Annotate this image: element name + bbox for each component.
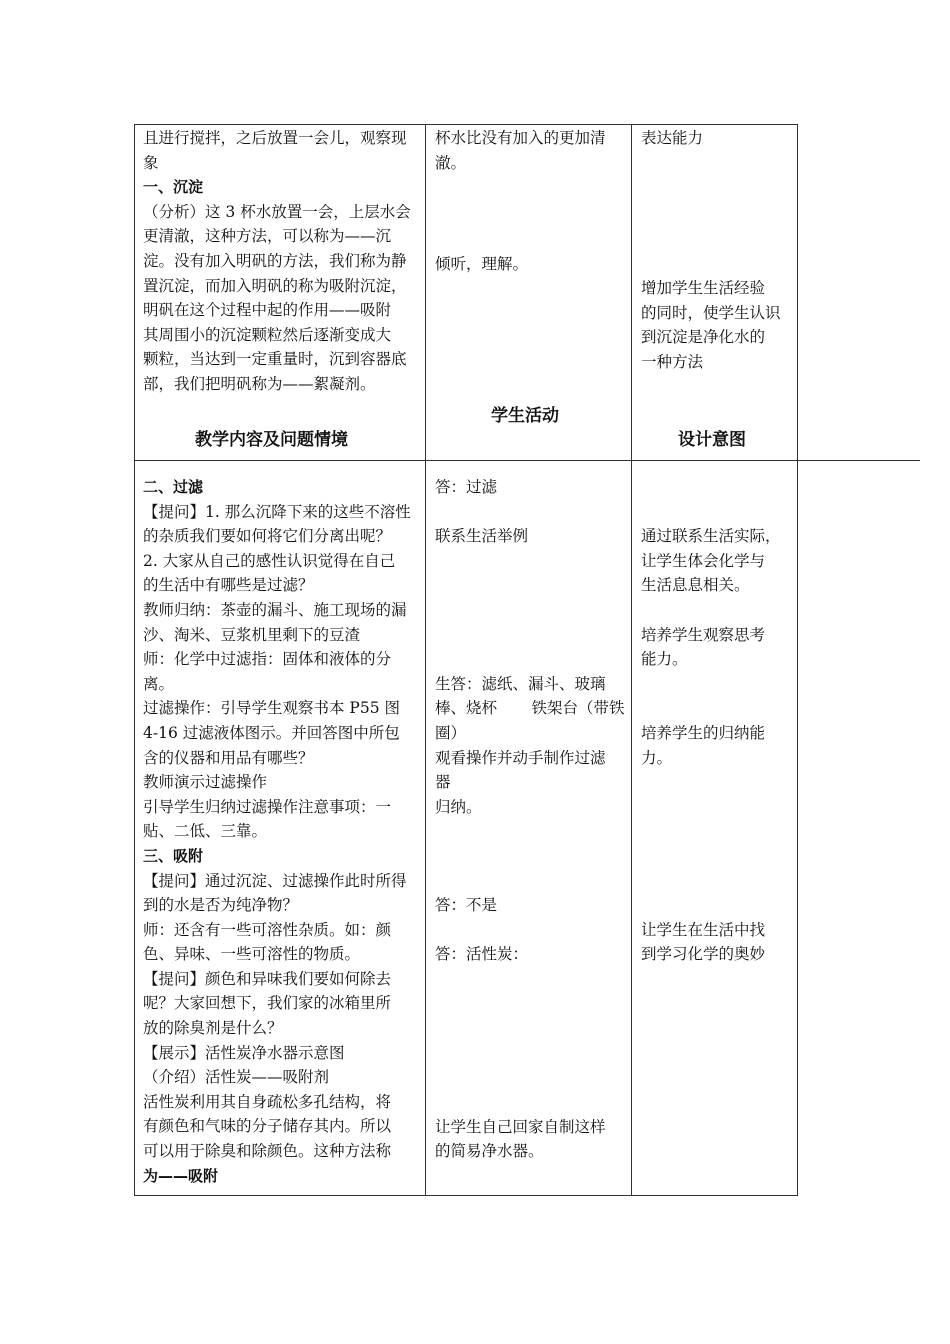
content-line: （介绍）活性炭——吸附剂	[143, 1068, 330, 1087]
activity-line: 答：过滤	[435, 478, 498, 496]
content-line: 师：还含有一些可溶性杂质。如：颜	[143, 920, 392, 939]
intent-line: 生活息息相关。	[641, 576, 750, 595]
content-line: 一、沉淀	[143, 178, 204, 197]
activity-line: 棒、烧杯 铁架台（带铁	[435, 699, 625, 718]
content-line: 三、吸附	[143, 846, 204, 865]
content-line: 其周围小的沉淀颗粒然后逐渐变成大	[143, 325, 392, 344]
activity-line: 答：活性炭：	[435, 945, 529, 964]
activity-line: 圈）	[435, 724, 467, 742]
content-line: 有颜色和气味的分子储存其内。所以	[143, 1117, 392, 1136]
content-line: 活性炭利用其自身疏松多孔结构，将	[143, 1092, 392, 1111]
header-student-activity: 学生活动	[491, 406, 559, 426]
table-left-border	[134, 124, 135, 1196]
content-line: 呢？大家回想下，我们家的冰箱里所	[143, 994, 392, 1013]
activity-line: 澈。	[435, 153, 467, 172]
intent-line: 能力。	[641, 650, 688, 669]
content-line: 为——吸附	[143, 1166, 219, 1185]
activity-line: 倾听，理解。	[435, 255, 529, 273]
content-line: 教师演示过滤操作	[143, 773, 268, 792]
top-content-cell	[143, 126, 423, 397]
content-line: 象	[143, 153, 159, 172]
content-line: 色、异味、一些可溶性的物质。	[143, 945, 361, 964]
content-line: 更清澈，这种方法，可以称为——沉	[143, 227, 392, 246]
content-line: 且进行搅拌，之后放置一会儿，观察现	[143, 129, 407, 147]
top-intent-cell	[641, 126, 793, 151]
content-line: 部，我们把明矾称为——絮凝剂。	[143, 374, 376, 393]
top-intent-cell-2	[641, 276, 793, 374]
content-line: 到的水是否为纯净物？	[143, 896, 299, 915]
activity-line: 的简易净水器。	[435, 1142, 544, 1161]
content-line: 沙、淘米、豆浆机里剩下的豆渣	[143, 625, 361, 644]
content-line: 4-16 过滤液体图示。并回答图中所包	[143, 723, 400, 742]
content-line: 淀。没有加入明矾的方法，我们称为静	[143, 251, 407, 270]
header-design-intent: 设计意图	[678, 430, 746, 450]
intent-line: 到沉淀是净化水的	[641, 328, 766, 347]
intent-line: 让学生体会化学与	[641, 551, 766, 570]
table-top-border	[134, 124, 798, 125]
activity-line: 器	[435, 773, 451, 792]
table-bottom-border	[134, 1195, 798, 1196]
content-line: 【展示】活性炭净水器示意图	[143, 1043, 345, 1062]
activity-line: 联系生活举例	[435, 527, 529, 546]
content-line: 【提问】通过沉淀、过滤操作此时所得	[143, 871, 407, 890]
intent-line: 的同时，使学生认识	[641, 303, 781, 322]
intent-line: 通过联系生活实际，	[641, 527, 781, 546]
activity-line: 观看操作并动手制作过滤	[435, 748, 606, 767]
bottom-activity-cell	[435, 475, 627, 1195]
activity-line: 杯水比没有加入的更加清	[435, 129, 606, 147]
content-line: 的杂质我们要如何将它们分离出呢？	[143, 527, 392, 546]
intent-line: 培养学生的归纳能	[641, 724, 766, 742]
top-activity-cell-2	[435, 252, 627, 277]
table-col-divider-2	[631, 124, 632, 1196]
intent-line: 一种方法	[641, 352, 704, 371]
intent-line: 培养学生观察思考	[641, 625, 766, 644]
activity-line: 归纳。	[435, 797, 482, 816]
intent-line: 表达能力	[641, 129, 704, 147]
activity-line: 让学生自己回家自制这样	[435, 1117, 606, 1136]
content-line: 【提问】颜色和异味我们要如何除去	[143, 969, 392, 988]
content-line: 师：化学中过滤指：固体和液体的分	[143, 650, 392, 669]
content-line: 明矾在这个过程中起的作用——吸附	[143, 301, 392, 320]
header-teaching-content: 教学内容及问题情境	[195, 430, 348, 450]
table-right-border	[797, 124, 798, 1196]
content-line: 教师归纳：茶壶的漏斗、施工现场的漏	[143, 600, 407, 619]
content-line: 引导学生归纳过滤操作注意事项：一	[143, 797, 392, 816]
content-line: 2. 大家从自己的感性认识觉得在自己	[143, 551, 396, 570]
intent-line: 到学习化学的奥妙	[641, 945, 766, 964]
bottom-content-cell	[143, 475, 423, 1188]
content-line: 离。	[143, 674, 175, 693]
content-line: 含的仪器和用品有哪些？	[143, 748, 314, 767]
table-col-divider-1	[425, 124, 426, 1196]
activity-line: 生答：滤纸、漏斗、玻璃	[435, 674, 606, 693]
content-line: 颗粒，当达到一定重量时，沉到容器底	[143, 350, 407, 369]
intent-line: 力。	[641, 748, 673, 767]
content-line: 置沉淀，而加入明矾的称为吸附沉淀，	[143, 276, 407, 295]
content-line: 的生活中有哪些是过滤？	[143, 576, 314, 595]
content-line: 过滤操作：引导学生观察书本 P55 图	[143, 699, 401, 718]
activity-line: 答：不是	[435, 896, 498, 915]
top-activity-cell	[435, 126, 627, 175]
intent-line: 增加学生生活经验	[641, 279, 766, 297]
content-line: （分析）这 3 杯水放置一会，上层水会	[143, 202, 411, 221]
content-line: 可以用于除臭和除颜色。这种方法称	[143, 1142, 392, 1161]
content-line: 二、过滤	[143, 478, 204, 496]
content-line: 贴、二低、三靠。	[143, 822, 268, 841]
table-header-divider	[134, 460, 920, 461]
content-line: 【提问】1. 那么沉降下来的这些不溶性	[143, 502, 411, 521]
content-line: 放的除臭剂是什么？	[143, 1019, 283, 1038]
intent-line: 让学生在生活中找	[641, 920, 766, 939]
bottom-intent-cell	[641, 475, 793, 1195]
